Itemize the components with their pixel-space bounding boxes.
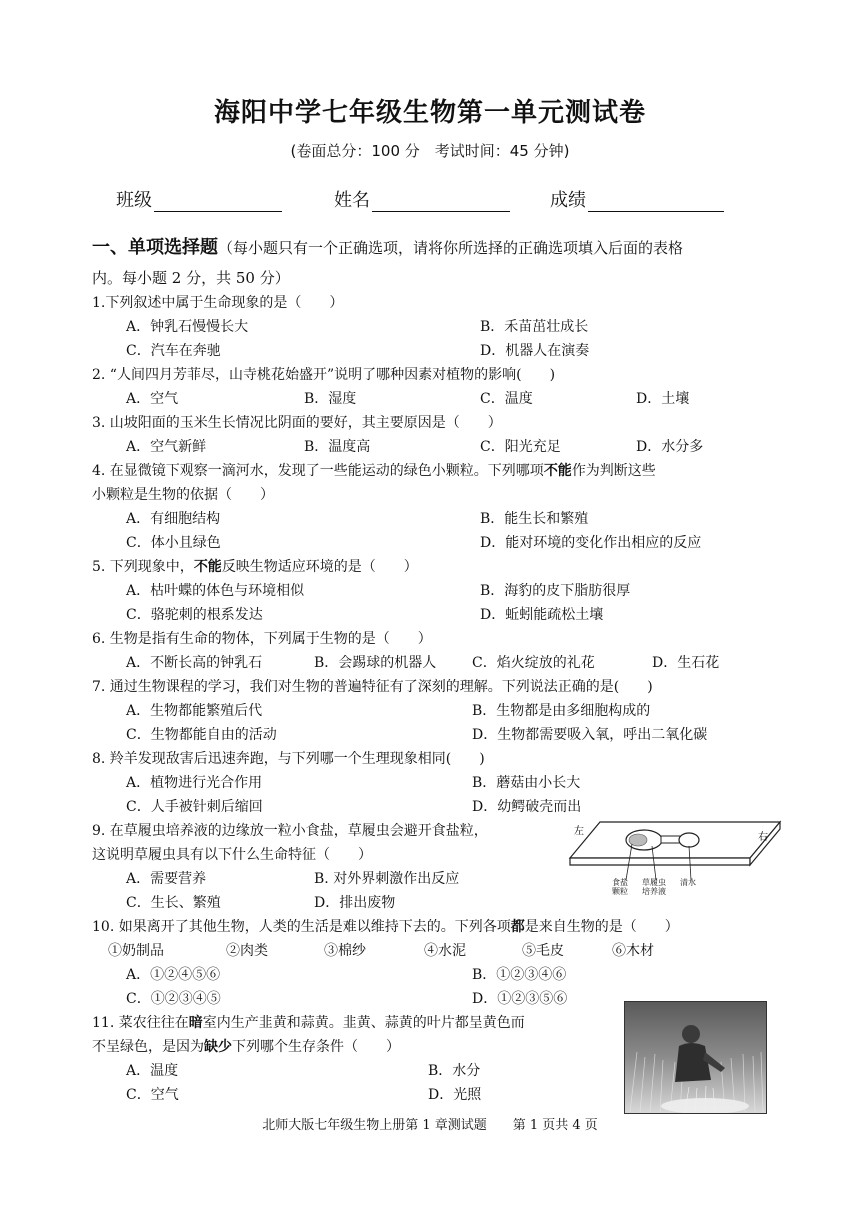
item: ⑥木材 <box>612 943 654 959</box>
stem-part: 作为判断这些 <box>571 463 656 479</box>
class-label: 班级 <box>116 190 152 211</box>
question-stem <box>92 916 679 938</box>
option: C．人手被针刺后缩回 <box>126 799 263 815</box>
option: A．植物进行光合作用 <box>126 775 263 791</box>
option: B. 对外界刺激作出反应 <box>314 871 460 887</box>
question-stem <box>92 556 418 578</box>
option: B．蘑菇由小长大 <box>472 775 581 791</box>
section-instruction-2: 内。每小题 2 分，共 50 分） <box>92 269 290 287</box>
class-field <box>116 186 282 212</box>
option: A．空气新鲜 <box>126 439 207 455</box>
figure-label-salt: 食盐 颗粒 <box>612 878 628 896</box>
question-stem-line2: 小颗粒是生物的依据（ ） <box>92 487 274 503</box>
option: D．土壤 <box>636 391 690 407</box>
item: ⑤毛皮 <box>522 943 564 959</box>
emphasis-text: 都 <box>510 919 525 935</box>
option: B．水分 <box>428 1063 481 1079</box>
option: D．生石花 <box>652 655 720 671</box>
question-stem: 2. “人间四月芳菲尽，山寺桃花始盛开”说明了哪种因素对植物的影响( ) <box>92 367 556 383</box>
emphasis-text: 不能 <box>193 559 222 575</box>
option: A．温度 <box>126 1063 179 1079</box>
question-stem: 9. 在草履虫培养液的边缘放一粒小食盐，草履虫会避开食盐粒， <box>92 823 488 839</box>
section-instruction-1: （每小题只有一个正确选项，请将你所选择的正确选项填入后面的表格 <box>218 239 684 257</box>
stem-part: 5. 下列现象中， <box>92 559 194 575</box>
option: A．①②④⑤⑥ <box>126 967 221 983</box>
item: ②肉类 <box>226 943 268 959</box>
option: B．生物都是由多细胞构成的 <box>472 703 651 719</box>
name-field <box>334 186 510 212</box>
figure-label-right: 右 <box>758 832 768 843</box>
class-blank <box>154 191 282 212</box>
question-stem: 7. 通过生物课程的学习，我们对生物的普遍特征有了深刻的理解。下列说法正确的是( ) <box>92 679 653 695</box>
option: D．水分多 <box>636 439 704 455</box>
option: A．不断长高的钟乳石 <box>126 655 263 671</box>
question-stem: 3. 山坡阳面的玉米生长情况比阴面的要好，其主要原因是（ ） <box>92 415 502 431</box>
exam-subtitle: (卷面总分：100 分 考试时间：45 分钟) <box>290 142 570 160</box>
figure-label-left: 左 <box>574 826 584 837</box>
page-title: 海阳中学七年级生物第一单元测试卷 <box>213 98 646 128</box>
stem-part: 4. 在显微镜下观察一滴河水，发现了一些能运动的绿色小颗粒。下列哪项 <box>92 463 544 479</box>
slide-diagram <box>562 818 782 896</box>
slide-drawing <box>562 818 782 892</box>
option: B．①②③④⑥ <box>472 967 567 983</box>
option: D．①②③⑤⑥ <box>472 991 568 1007</box>
question-stem: 8. 羚羊发现敌害后迅速奔跑，与下列哪一个生理现象相同( ) <box>92 751 485 767</box>
chives-farmer-photo <box>624 1001 767 1114</box>
emphasis-text: 不能 <box>543 463 572 479</box>
photo-drawing <box>625 1002 766 1113</box>
emphasis-text: 缺少 <box>204 1039 232 1055</box>
item: ④水泥 <box>424 943 466 959</box>
name-label: 姓名 <box>334 190 370 211</box>
option: C．焰火绽放的礼花 <box>472 655 595 671</box>
score-blank <box>588 191 724 212</box>
option: A．枯叶蝶的体色与环境相似 <box>126 583 305 599</box>
name-blank <box>372 191 510 212</box>
option: C．温度 <box>480 391 533 407</box>
option: B．温度高 <box>304 439 371 455</box>
item: ①奶制品 <box>108 943 164 959</box>
stem-part: 室内生产韭黄和蒜黄。韭黄、蒜黄的叶片都呈黄色而 <box>202 1015 525 1031</box>
score-label: 成绩 <box>550 190 586 211</box>
option: B．会踢球的机器人 <box>314 655 437 671</box>
question-stem: 1.下列叙述中属于生命现象的是（ ） <box>92 295 344 311</box>
option: B．禾苗茁壮成长 <box>480 319 589 335</box>
stem-part: 反映生物适应环境的是（ ） <box>221 559 418 575</box>
question-stem: 6. 生物是指有生命的物体，下列属于生物的是（ ） <box>92 631 432 647</box>
option: D．光照 <box>428 1087 482 1103</box>
option: A．钟乳石慢慢长大 <box>126 319 249 335</box>
option: D．幼鳄破壳而出 <box>472 799 582 815</box>
option: B．海豹的皮下脂肪很厚 <box>480 583 631 599</box>
option: C．阳光充足 <box>480 439 561 455</box>
option: B．能生长和繁殖 <box>480 511 589 527</box>
option: C．生物都能自由的活动 <box>126 727 277 743</box>
option: D．能对环境的变化作出相应的反应 <box>480 535 702 551</box>
stem-part: 11. 菜农往往在 <box>92 1015 189 1031</box>
question-stem <box>92 1012 525 1034</box>
question-stem-line2: 这说明草履虫具有以下什么生命特征（ ） <box>92 847 372 863</box>
option: B．湿度 <box>304 391 357 407</box>
option: C．体小且绿色 <box>126 535 221 551</box>
figure-label-culture: 草履虫 培养液 <box>642 878 666 896</box>
option: A．有细胞结构 <box>126 511 221 527</box>
score-field <box>550 186 724 212</box>
stem-part: 不呈绿色，是因为 <box>92 1039 204 1055</box>
figure-label-water: 清水 <box>680 878 696 887</box>
option: D．机器人在演奏 <box>480 343 590 359</box>
option: A．需要营养 <box>126 871 207 887</box>
option: D．排出废物 <box>314 895 396 911</box>
page-footer: 北师大版七年级生物上册第 1 章测试题 第 1 页共 4 页 <box>262 1118 598 1133</box>
question-stem-line2 <box>92 1036 400 1058</box>
stem-part: 10. 如果离开了其他生物，人类的生活是难以维持下去的。下列各项 <box>92 919 511 935</box>
question-stem <box>92 460 656 482</box>
option: C．骆驼刺的根系发达 <box>126 607 263 623</box>
stem-part: 下列哪个生存条件（ ） <box>232 1039 400 1055</box>
option: A．生物都能繁殖后代 <box>126 703 263 719</box>
section-title: 一、单项选择题 <box>92 237 218 258</box>
option: C．生长、繁殖 <box>126 895 221 911</box>
section-heading <box>92 233 770 293</box>
option: C．①②③④⑤ <box>126 991 221 1007</box>
emphasis-text: 暗 <box>188 1015 203 1031</box>
option: D．蚯蚓能疏松土壤 <box>480 607 604 623</box>
option: C．汽车在奔驰 <box>126 343 221 359</box>
item: ③棉纱 <box>324 943 366 959</box>
stem-part: 是来自生物的是（ ） <box>524 919 679 935</box>
option: D．生物都需要吸入氧，呼出二氧化碳 <box>472 727 708 743</box>
option: C．空气 <box>126 1087 179 1103</box>
option: A．空气 <box>126 391 179 407</box>
